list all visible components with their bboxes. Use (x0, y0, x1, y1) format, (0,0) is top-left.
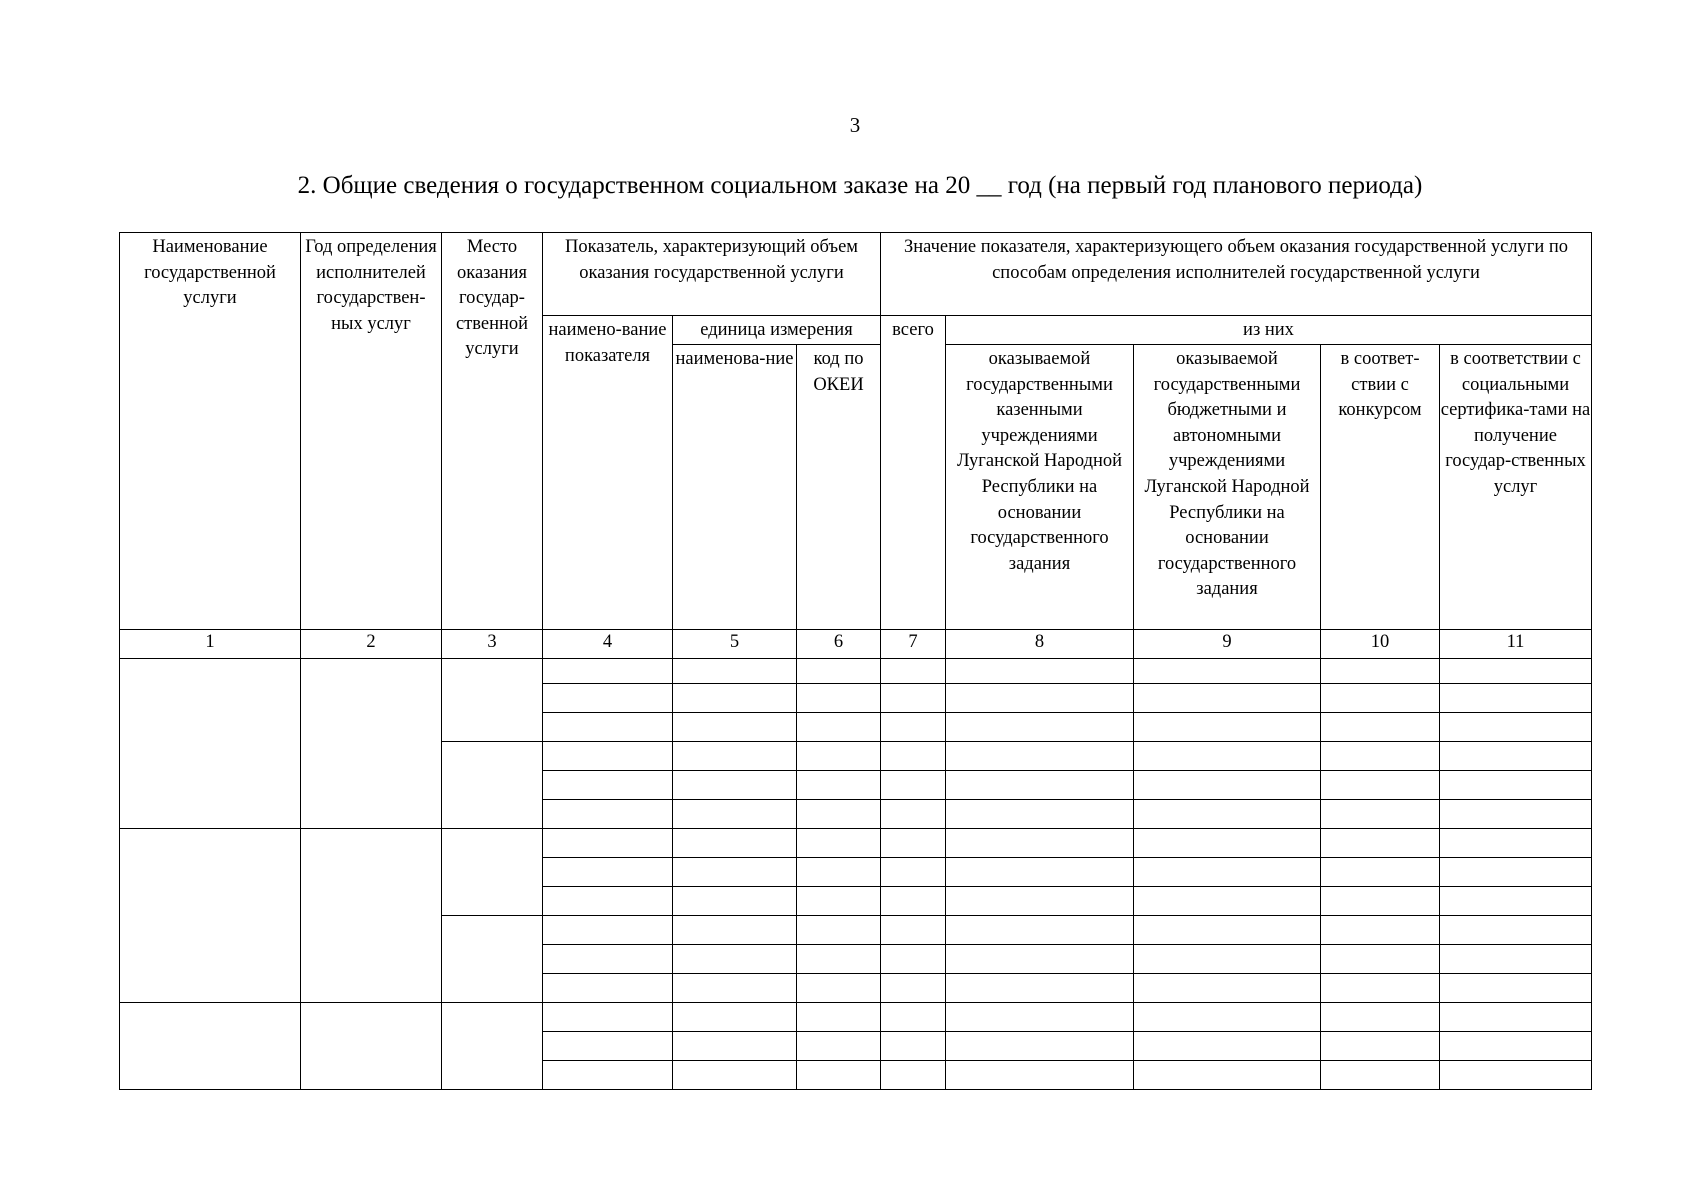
contest-cell[interactable] (1321, 1032, 1440, 1061)
certificates-cell[interactable] (1440, 887, 1592, 916)
header-place: Место оказания государ-ственной услуги (442, 233, 543, 630)
indicator-name-cell[interactable] (543, 974, 673, 1003)
total-cell[interactable] (881, 771, 946, 800)
year-cell[interactable] (301, 829, 442, 1003)
state-institutions-cell[interactable] (946, 974, 1134, 1003)
budget-institutions-cell[interactable] (1134, 1032, 1321, 1061)
service-name-cell[interactable] (120, 829, 301, 1003)
header-indicator-group: Показатель, характеризующий объем оказания государственной услуги (543, 233, 881, 316)
certificates-cell[interactable] (1440, 1032, 1592, 1061)
state-institutions-cell[interactable] (946, 1003, 1134, 1032)
indicator-name-cell[interactable] (543, 829, 673, 858)
certificates-cell[interactable] (1440, 858, 1592, 887)
contest-cell[interactable] (1321, 916, 1440, 945)
column-number: 5 (673, 630, 797, 659)
state-institutions-cell[interactable] (946, 945, 1134, 974)
column-number: 1 (120, 630, 301, 659)
unit-code-cell[interactable] (797, 1061, 881, 1090)
header-state-institutions: оказываемой государственными казенными учреждениями Луганской Народной Республики на основании государственного задания (946, 345, 1134, 630)
unit-name-cell[interactable] (673, 1003, 797, 1032)
state-institutions-cell[interactable] (946, 916, 1134, 945)
state-institutions-cell[interactable] (946, 1032, 1134, 1061)
budget-institutions-cell[interactable] (1134, 684, 1321, 713)
place-cell[interactable] (442, 829, 543, 916)
state-institutions-cell[interactable] (946, 659, 1134, 684)
indicator-name-cell[interactable] (543, 1032, 673, 1061)
indicator-name-cell[interactable] (543, 800, 673, 829)
budget-institutions-cell[interactable] (1134, 713, 1321, 742)
header-of-which: из них (946, 316, 1592, 345)
unit-code-cell[interactable] (797, 800, 881, 829)
unit-name-cell[interactable] (673, 800, 797, 829)
state-institutions-cell[interactable] (946, 684, 1134, 713)
unit-code-cell[interactable] (797, 887, 881, 916)
page-number: 3 (849, 113, 861, 137)
column-number: 6 (797, 630, 881, 659)
certificates-cell[interactable] (1440, 1061, 1592, 1090)
place-cell[interactable] (442, 659, 543, 742)
certificates-cell[interactable] (1440, 684, 1592, 713)
column-number: 11 (1440, 630, 1592, 659)
total-cell[interactable] (881, 887, 946, 916)
document-title: 2. Общие сведения о государственном социальном заказе на 20 __ год (на первый год планового периода) (297, 172, 1423, 199)
place-cell[interactable] (442, 916, 543, 1003)
unit-name-cell[interactable] (673, 1032, 797, 1061)
total-cell[interactable] (881, 742, 946, 771)
column-number: 10 (1321, 630, 1440, 659)
state-institutions-cell[interactable] (946, 713, 1134, 742)
service-name-cell[interactable] (120, 659, 301, 829)
certificates-cell[interactable] (1440, 945, 1592, 974)
column-number: 9 (1134, 630, 1321, 659)
table-row (120, 829, 1592, 858)
budget-institutions-cell[interactable] (1134, 800, 1321, 829)
column-number: 4 (543, 630, 673, 659)
unit-name-cell[interactable] (673, 713, 797, 742)
unit-code-cell[interactable] (797, 742, 881, 771)
header-service-name: Наименование государственной услуги (120, 233, 301, 630)
certificates-cell[interactable] (1440, 829, 1592, 858)
unit-code-cell[interactable] (797, 829, 881, 858)
indicator-name-cell[interactable] (543, 684, 673, 713)
unit-name-cell[interactable] (673, 858, 797, 887)
header-value-group: Значение показателя, характеризующего объем оказания государственной услуги по способам определения исполнителей государственной услуги (881, 233, 1592, 316)
service-name-cell[interactable] (120, 1003, 301, 1090)
state-institutions-cell[interactable] (946, 800, 1134, 829)
total-cell[interactable] (881, 1003, 946, 1032)
contest-cell[interactable] (1321, 800, 1440, 829)
total-cell[interactable] (881, 684, 946, 713)
contest-cell[interactable] (1321, 684, 1440, 713)
header-unit-group: единица измерения (673, 316, 881, 345)
header-indicator-name: наимено-вание показателя (543, 316, 673, 630)
total-cell[interactable] (881, 1032, 946, 1061)
place-cell[interactable] (442, 1003, 543, 1090)
header-year: Год определения исполнителей государствен-ных услуг (301, 233, 442, 630)
budget-institutions-cell[interactable] (1134, 945, 1321, 974)
certificates-cell[interactable] (1440, 742, 1592, 771)
social-order-table (119, 232, 1592, 1090)
header-certificates: в соответствии с социальными сертифика-тами на получение государ-ственных услуг (1440, 345, 1592, 630)
certificates-cell[interactable] (1440, 800, 1592, 829)
unit-name-cell[interactable] (673, 659, 797, 684)
header-contest: в соответ-ствии с конкурсом (1321, 345, 1440, 630)
year-cell[interactable] (301, 1003, 442, 1090)
indicator-name-cell[interactable] (543, 713, 673, 742)
total-cell[interactable] (881, 659, 946, 684)
budget-institutions-cell[interactable] (1134, 1061, 1321, 1090)
unit-code-cell[interactable] (797, 1032, 881, 1061)
header-total: всего (881, 316, 946, 630)
budget-institutions-cell[interactable] (1134, 858, 1321, 887)
certificates-cell[interactable] (1440, 916, 1592, 945)
contest-cell[interactable] (1321, 858, 1440, 887)
header-unit-code: код по ОКЕИ (797, 345, 881, 630)
place-cell[interactable] (442, 742, 543, 829)
contest-cell[interactable] (1321, 974, 1440, 1003)
state-institutions-cell[interactable] (946, 1061, 1134, 1090)
contest-cell[interactable] (1321, 713, 1440, 742)
unit-code-cell[interactable] (797, 1003, 881, 1032)
state-institutions-cell[interactable] (946, 829, 1134, 858)
indicator-name-cell[interactable] (543, 771, 673, 800)
budget-institutions-cell[interactable] (1134, 742, 1321, 771)
budget-institutions-cell[interactable] (1134, 1003, 1321, 1032)
unit-code-cell[interactable] (797, 916, 881, 945)
unit-name-cell[interactable] (673, 684, 797, 713)
state-institutions-cell[interactable] (946, 858, 1134, 887)
header-unit-name: наименова-ние (673, 345, 797, 630)
budget-institutions-cell[interactable] (1134, 829, 1321, 858)
budget-institutions-cell[interactable] (1134, 916, 1321, 945)
column-number: 2 (301, 630, 442, 659)
table-row (120, 1003, 1592, 1032)
total-cell[interactable] (881, 974, 946, 1003)
certificates-cell[interactable] (1440, 771, 1592, 800)
total-cell[interactable] (881, 713, 946, 742)
column-number: 3 (442, 630, 543, 659)
unit-code-cell[interactable] (797, 713, 881, 742)
contest-cell[interactable] (1321, 1061, 1440, 1090)
budget-institutions-cell[interactable] (1134, 659, 1321, 684)
state-institutions-cell[interactable] (946, 742, 1134, 771)
total-cell[interactable] (881, 945, 946, 974)
indicator-name-cell[interactable] (543, 916, 673, 945)
indicator-name-cell[interactable] (543, 1061, 673, 1090)
indicator-name-cell[interactable] (543, 659, 673, 684)
unit-name-cell[interactable] (673, 945, 797, 974)
column-number-row (120, 630, 1592, 659)
contest-cell[interactable] (1321, 945, 1440, 974)
budget-institutions-cell[interactable] (1134, 887, 1321, 916)
unit-code-cell[interactable] (797, 684, 881, 713)
certificates-cell[interactable] (1440, 974, 1592, 1003)
unit-name-cell[interactable] (673, 742, 797, 771)
year-cell[interactable] (301, 659, 442, 829)
unit-name-cell[interactable] (673, 1061, 797, 1090)
unit-name-cell[interactable] (673, 916, 797, 945)
unit-code-cell[interactable] (797, 771, 881, 800)
contest-cell[interactable] (1321, 771, 1440, 800)
unit-name-cell[interactable] (673, 974, 797, 1003)
state-institutions-cell[interactable] (946, 887, 1134, 916)
budget-institutions-cell[interactable] (1134, 771, 1321, 800)
indicator-name-cell[interactable] (543, 945, 673, 974)
total-cell[interactable] (881, 800, 946, 829)
total-cell[interactable] (881, 829, 946, 858)
table-row (120, 659, 1592, 684)
contest-cell[interactable] (1321, 659, 1440, 684)
indicator-name-cell[interactable] (543, 742, 673, 771)
column-number: 8 (946, 630, 1134, 659)
unit-code-cell[interactable] (797, 945, 881, 974)
contest-cell[interactable] (1321, 887, 1440, 916)
certificates-cell[interactable] (1440, 659, 1592, 684)
unit-name-cell[interactable] (673, 887, 797, 916)
contest-cell[interactable] (1321, 742, 1440, 771)
total-cell[interactable] (881, 916, 946, 945)
column-number: 7 (881, 630, 946, 659)
total-cell[interactable] (881, 1061, 946, 1090)
header-budget-institutions: оказываемой государственными бюджетными и автономными учреждениями Луганской Народной Республики на основании государственного задания (1134, 345, 1321, 630)
certificates-cell[interactable] (1440, 713, 1592, 742)
total-cell[interactable] (881, 858, 946, 887)
unit-code-cell[interactable] (797, 858, 881, 887)
unit-name-cell[interactable] (673, 771, 797, 800)
contest-cell[interactable] (1321, 829, 1440, 858)
unit-code-cell[interactable] (797, 659, 881, 684)
indicator-name-cell[interactable] (543, 858, 673, 887)
indicator-name-cell[interactable] (543, 1003, 673, 1032)
budget-institutions-cell[interactable] (1134, 974, 1321, 1003)
certificates-cell[interactable] (1440, 1003, 1592, 1032)
indicator-name-cell[interactable] (543, 887, 673, 916)
state-institutions-cell[interactable] (946, 771, 1134, 800)
unit-code-cell[interactable] (797, 974, 881, 1003)
contest-cell[interactable] (1321, 1003, 1440, 1032)
unit-name-cell[interactable] (673, 829, 797, 858)
